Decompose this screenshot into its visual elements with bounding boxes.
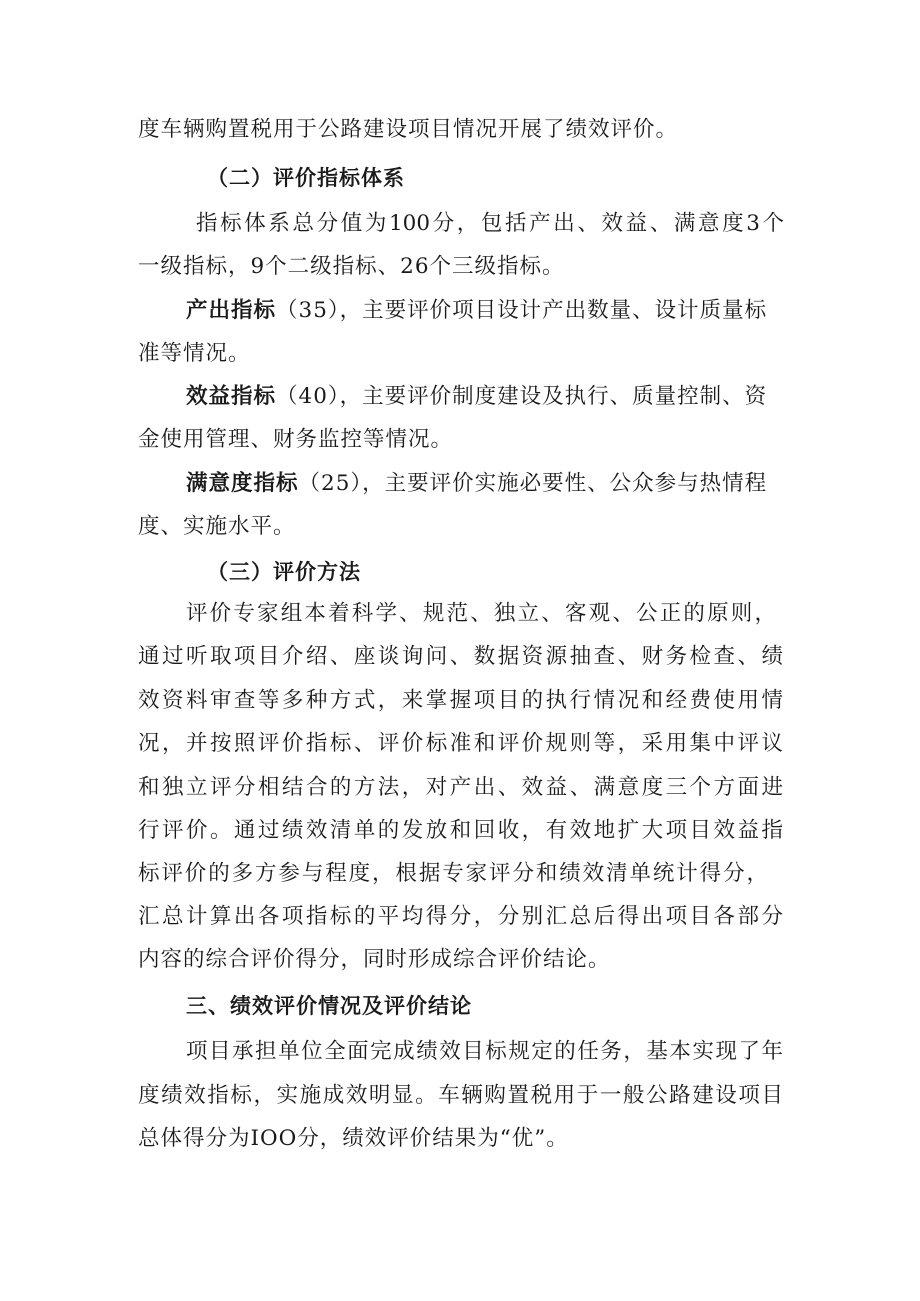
benefit-index-line [186, 382, 767, 412]
paragraph-line: 标评价的多方参与程度，根据专家评分和绩效清单统计得分， [138, 861, 768, 886]
section-heading-evaluation-method: （三）评价方法 [207, 560, 361, 584]
paragraph-line: 内容的综合评价得分，同时形成综合评价结论。 [138, 947, 611, 972]
paragraph-line: 项目承担单位全面完成绩效目标规定的任务，基本实现了年 [186, 1039, 783, 1064]
output-index-line [186, 296, 767, 326]
paragraph-line: 一级指标，9个二级指标、26个三级指标。 [138, 254, 565, 279]
benefit-index-label: 效益指标 [186, 384, 277, 409]
paragraph-line: 通过听取项目介绍、座谈询问、数据资源抽查、财务检查、绩 [138, 644, 783, 669]
paragraph-line: 指标体系总分值为100分，包括产出、效益、满意度3个 [196, 211, 784, 236]
paragraph-line: 评价专家组本着科学、规范、独立、客观、公正的原则， [186, 601, 776, 626]
paragraph-line: 汇总计算出各项指标的平均得分，分别汇总后得出项目各部分 [138, 904, 783, 929]
paragraph-line: 度绩效指标，实施成效明显。车辆购置税用于一般公路建设项目 [138, 1083, 783, 1108]
satisfaction-index-label: 满意度指标 [186, 471, 299, 496]
satisfaction-index-text: （25），主要评价实施必要性、公众参与热情程 [298, 471, 768, 496]
output-index-text: （35），主要评价项目设计产出数量、设计质量标 [276, 298, 768, 323]
section-heading-performance-conclusion: 三、绩效评价情况及评价结论 [186, 994, 472, 1018]
benefit-index-text: （40），主要评价制度建设及执行、质量控制、资 [276, 384, 768, 409]
paragraph-line: 况，并按照评价指标、评价标准和评价规则等，采用集中评议 [138, 731, 783, 756]
paragraph-line: 度车辆购置税用于公路建设项目情况开展了绩效评价。 [138, 117, 679, 142]
output-index-label: 产出指标 [186, 298, 277, 323]
paragraph-line: 度、实施水平。 [138, 514, 296, 539]
paragraph-line: 准等情况。 [138, 341, 251, 366]
section-heading-evaluation-index-system: （二）评价指标体系 [207, 166, 405, 190]
paragraph-line: 总体得分为IOO分，绩效评价结果为“优”。 [138, 1126, 569, 1151]
paragraph-line: 和独立评分相结合的方法，对产出、效益、满意度三个方面进 [138, 775, 783, 800]
paragraph-line: 金使用管理、财务监控等情况。 [138, 427, 454, 452]
paragraph-line: 行评价。通过绩效清单的发放和回收，有效地扩大项目效益指 [138, 818, 783, 843]
paragraph-line: 效资料审查等多种方式，来掌握项目的执行情况和经费使用情 [138, 688, 783, 713]
satisfaction-index-line [186, 469, 767, 499]
